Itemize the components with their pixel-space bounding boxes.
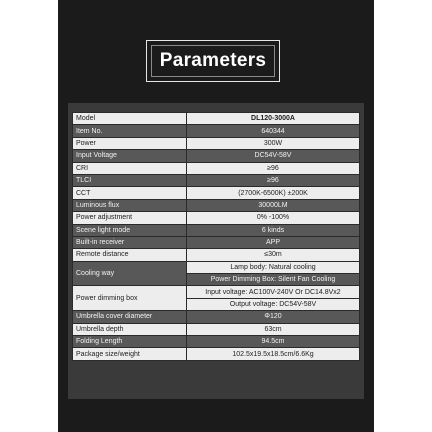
- row-label: Item No.: [73, 125, 187, 137]
- row-label: Cooling way: [73, 261, 187, 286]
- row-value: (2700K-6500K) ±200K: [187, 187, 360, 199]
- row-value: DC54V-58V: [187, 150, 360, 162]
- table-row-remote-distance: [73, 249, 360, 261]
- row-label: Built-in receiver: [73, 236, 187, 248]
- table-row-cooling-way-1: [73, 261, 360, 273]
- table-row-package: [73, 348, 360, 360]
- parameters-table: [72, 112, 360, 361]
- table-row-model: [73, 113, 360, 125]
- row-value: Output voltage: DC54V-58V: [187, 298, 360, 310]
- row-value: APP: [187, 236, 360, 248]
- table-row-cri: [73, 162, 360, 174]
- row-label: Folding Length: [73, 336, 187, 348]
- title-frame: [146, 40, 280, 82]
- row-value: 300W: [187, 137, 360, 149]
- row-label: Umbrella depth: [73, 323, 187, 335]
- table-row-built-in-receiver: [73, 236, 360, 248]
- table-row-power: [73, 137, 360, 149]
- row-value: 0% -100%: [187, 212, 360, 224]
- row-value: 30000LM: [187, 199, 360, 211]
- row-value: ≥96: [187, 162, 360, 174]
- table-row-item-no: [73, 125, 360, 137]
- row-label: Model: [73, 113, 187, 125]
- row-label: CRI: [73, 162, 187, 174]
- row-label: CCT: [73, 187, 187, 199]
- table-row-scene-light-mode: [73, 224, 360, 236]
- table-row-folding-length: [73, 336, 360, 348]
- row-value: ≤30m: [187, 249, 360, 261]
- table-row-umbrella-diameter: [73, 311, 360, 323]
- row-value: 94.5cm: [187, 336, 360, 348]
- title-frame-inner: [151, 45, 275, 77]
- row-label: TLCI: [73, 174, 187, 186]
- row-label: Power dimming box: [73, 286, 187, 311]
- row-value: 63cm: [187, 323, 360, 335]
- row-label: Power: [73, 137, 187, 149]
- row-value: 6 kinds: [187, 224, 360, 236]
- table-row-input-voltage: [73, 150, 360, 162]
- row-value: 102.5x19.5x18.5cm/6.6Kg: [187, 348, 360, 360]
- table-row-cct: [73, 187, 360, 199]
- table-row-power-dimming-1: [73, 286, 360, 298]
- table-row-umbrella-depth: [73, 323, 360, 335]
- row-value: Lamp body: Natural cooling: [187, 261, 360, 273]
- row-label: Remote distance: [73, 249, 187, 261]
- row-label: Luminous flux: [73, 199, 187, 211]
- table-row-power-adjustment: [73, 212, 360, 224]
- table-row-luminous-flux: [73, 199, 360, 211]
- row-value: Input voltage: AC100V-240V Or DC14.8Vx2: [187, 286, 360, 298]
- row-label: Input Voltage: [73, 150, 187, 162]
- row-label: Package size/weight: [73, 348, 187, 360]
- page-title: Parameters: [159, 50, 267, 71]
- row-value: 640344: [187, 125, 360, 137]
- row-label: Scene light mode: [73, 224, 187, 236]
- row-label: Umbrella cover diameter: [73, 311, 187, 323]
- table-row-tlci: [73, 174, 360, 186]
- row-value: DL120-3000A: [187, 113, 360, 125]
- row-value: Power Dimming Box: Silent Fan Cooling: [187, 274, 360, 286]
- row-value: Φ120: [187, 311, 360, 323]
- row-label: Power adjustment: [73, 212, 187, 224]
- row-value: ≥96: [187, 174, 360, 186]
- parameters-panel: [68, 103, 364, 399]
